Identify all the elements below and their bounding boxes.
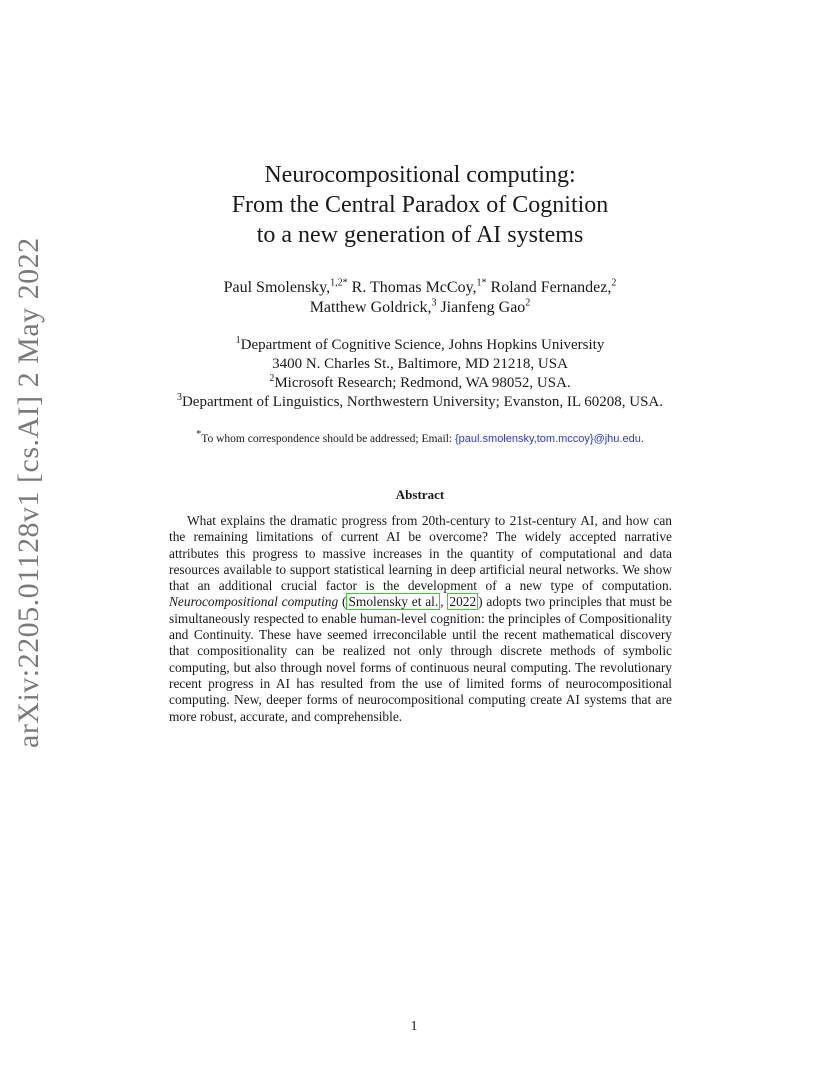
author-smolensky-affil: 1,2* [330,277,348,289]
abstract-italic-term: Neurocompositional computing [169,594,339,610]
title-line-2: From the Central Paradox of Cognition [231,192,609,218]
affiliation-3-text: Department of Linguistics, Northwestern University; Evanston, IL 60208, USA. [181,394,664,410]
affiliation-3-marker: 3 [176,392,182,403]
correspondence-note [120,431,720,447]
author-goldrick-affil: 3 [431,297,437,309]
author-smolensky: Paul Smolensky, [223,279,331,296]
title-line-3: to a new generation of AI systems [256,222,584,248]
abstract-heading: Abstract [395,487,445,502]
abstract-text-part-1: What explains the dramatic progress from 20th-century to 21st-century AI, and how can the remaining limitations of current AI be overcome? The widely accepted narrative attributes this progress to massive increases in the quantity of computational and data resources available to support statistical learning in deep artificial neural networks. We show that an additional crucial factor is the development of a new type of computation. [169,513,672,594]
author-line-2 [120,298,720,318]
citation-year-link[interactable]: 2022 [449,594,477,610]
abstract-text-part-2: adopts two principles that must be simultaneously respected to enable human-level cognition: the principles of Compositionality and Continuity. These have seemed irreconcilable until the recent mathematical discovery that compositionality can be realized not only through discrete methods of symbolic computing, but also through novel forms of continuous neural computing. The revolutionary recent progress in AI has resulted from the use of limited forms of neurocompositional computing. New, deeper forms of neurocompositional computing create AI systems that are more robust, accurate, and comprehensible. [169,594,672,724]
correspondence-email-link[interactable]: {paul.smolensky,tom.mccoy}@jhu.edu [455,433,641,445]
affiliation-2-marker: 2 [269,373,275,384]
affiliation-2 [120,374,720,393]
affiliation-1 [120,336,720,355]
author-mccoy-affil: 1* [476,277,487,289]
citation-separator: , [440,594,448,610]
author-mccoy: R. Thomas McCoy, [347,279,477,296]
correspondence-text: To whom correspondence should be addressed; Email: [201,433,455,445]
author-list [120,278,720,318]
title-line-1: Neurocompositional computing: [264,162,576,188]
author-gao: Jianfeng Gao [436,299,526,316]
affiliation-2-text: Microsoft Research; Redmond, WA 98052, USA. [274,375,571,391]
affiliation-1-text: Department of Cognitive Science, Johns Hopkins University [240,337,605,353]
arxiv-identifier-stamp: arXiv:2205.01128v1 [cs.AI] 2 May 2022 [12,237,45,748]
page-number: 1 [410,1019,418,1034]
author-fernandez: Roland Fernandez, [486,279,612,296]
correspondence-marker: * [196,429,202,441]
author-line-1 [120,278,720,298]
citation-close-paren: ) [478,594,483,610]
correspondence-trail: . [640,433,644,445]
citation-author-link[interactable]: Smolensky et al. [348,594,439,610]
author-goldrick: Matthew Goldrick, [309,299,432,316]
affiliation-3 [120,393,720,412]
abstract-body [169,513,672,725]
affiliation-1-marker: 1 [235,335,241,346]
citation-open-paren: ( [338,594,347,610]
author-fernandez-affil: 2 [611,277,617,289]
author-gao-affil: 2 [525,297,531,309]
affiliations [120,336,720,412]
affiliation-1-address: 3400 N. Charles St., Baltimore, MD 21218, USA [272,356,568,372]
paper-title [120,160,720,250]
